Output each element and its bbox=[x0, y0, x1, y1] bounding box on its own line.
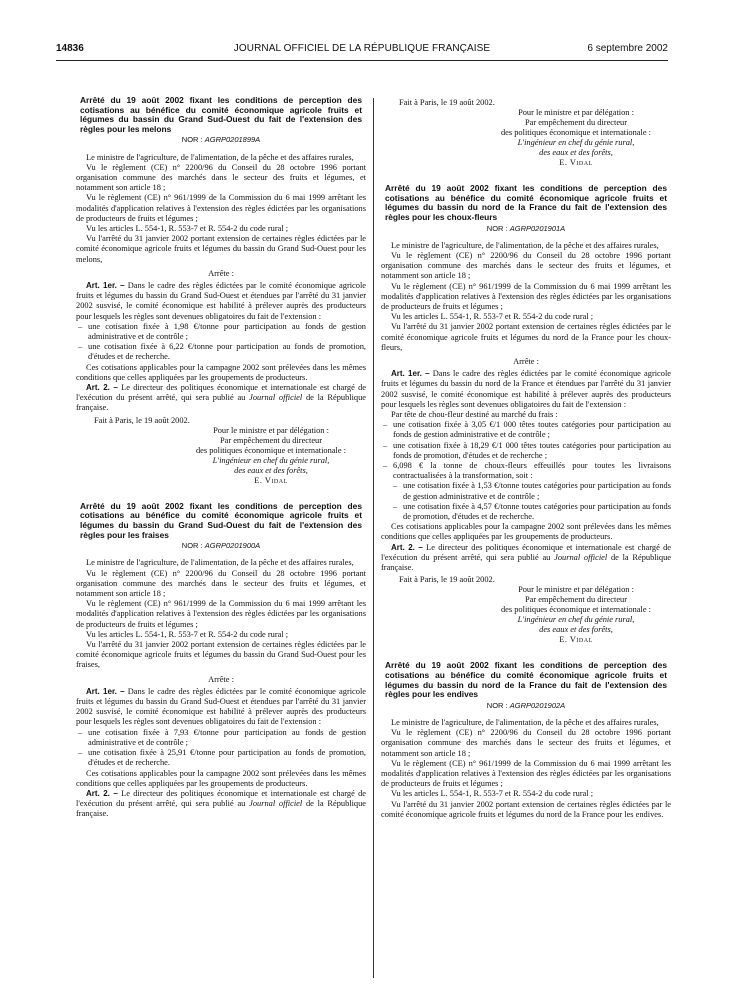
list-item-text: une cotisation fixée à 1,53 €/tonne toutes catégories pour participation au fonds de gestion administrative et de contrôle ; bbox=[403, 481, 671, 501]
visa-paragraph: Vu le règlement (CE) n° 2200/96 du Conseil du 28 octobre 1996 portant organisation commune des marchés dans le secteur des fruits et légumes, et notamment son article 18 ; bbox=[76, 568, 366, 599]
list-item: – une cotisation fixée à 3,05 €/1 000 têtes toutes catégories pour participation au fonds de gestion administrative et de contrôle ; bbox=[383, 420, 671, 440]
left-column bbox=[76, 96, 366, 820]
issue-date: 6 septembre 2002 bbox=[587, 43, 668, 54]
article-text: Le directeur des politiques économique et internationale est chargé de l'exécution du présent arrêté, qui sera publié au bbox=[76, 383, 366, 403]
arrete-heading: Arrête : bbox=[513, 357, 539, 367]
journal-title: JOURNAL OFFICIEL DE LA RÉPUBLIQUE FRANÇAISE bbox=[233, 43, 491, 54]
nor-label: NOR : bbox=[486, 700, 508, 710]
article-label: Art. 2. – bbox=[86, 383, 118, 393]
contribution-sublist bbox=[381, 481, 671, 522]
decree-title: Arrêté du 19 août 2002 fixant les conditions de perception des cotisations au bénéfice du comité économique agricole fruits et légumes du bassin du Grand Sud-Ouest du fait de l'extension des règles pour les melons bbox=[80, 95, 362, 134]
signature-block bbox=[176, 426, 366, 486]
arrete-heading: Arrête : bbox=[208, 674, 234, 684]
visa-paragraph: Vu l'arrêté du 31 janvier 2002 portant extension de certaines règles édictées par le comité économique agricole fruits et légumes du nord de la France pour les endives. bbox=[381, 799, 671, 819]
contribution-list bbox=[76, 322, 366, 363]
right-column bbox=[381, 96, 671, 820]
article-label: Art. 2. – bbox=[86, 788, 118, 798]
list-item-text: une cotisation fixée à 4,57 €/tonne toutes catégories pour participation au fonds de promotion, d'études et de recherche. bbox=[403, 501, 671, 522]
list-item-text: une cotisation fixée à 18,29 €/1 000 têtes toutes catégories pour participation au fonds de promotion, d'études et de recherche ; bbox=[393, 440, 671, 460]
visa-paragraph: Vu le règlement (CE) n° 2200/96 du Conseil du 28 octobre 1996 portant organisation commune des marchés dans le secteur des fruits et légumes, et notamment son article 18 ; bbox=[381, 250, 671, 281]
sublist-item: – une cotisation fixée à 4,57 €/tonne toutes catégories pour participation au fonds de promotion, d'études et de recherche. bbox=[393, 501, 671, 522]
visa-paragraph: Le ministre de l'agriculture, de l'alimentation, de la pêche et des affaires rurales, bbox=[391, 718, 659, 728]
visa-paragraph: Vu l'arrêté du 31 janvier 2002 portant extension de certaines règles édictées par le comité économique agricole fruits et légumes du bassin du Grand Sud-Ouest pour les melons, bbox=[76, 234, 366, 264]
visa-paragraph: Vu l'arrêté du 31 janvier 2002 portant extension de certaines règles édictées par le comité économique agricole fruits et légumes du nord de la France pour les choux-fleurs, bbox=[381, 322, 671, 352]
visa-paragraph: Vu le règlement (CE) n° 961/1999 de la Commission du 6 mai 1999 arrêtant les modalités d'application relatives à l'extension des règles édictées par les organisations de producteurs de fruits et légumes ; bbox=[381, 281, 671, 311]
visa-paragraph: Vu les articles L. 554-1, R. 553-7 et R. 554-2 du code rural ; bbox=[391, 312, 594, 322]
nor-code: AGRP0201902A bbox=[509, 700, 566, 710]
article-1 bbox=[76, 281, 366, 322]
signature-line: Par empêchement du directeur bbox=[524, 118, 628, 128]
visa-paragraph: Le ministre de l'agriculture, de l'alimentation, de la pêche et des affaires rurales, bbox=[86, 558, 354, 568]
signature-line: Pour le ministre et par délégation : bbox=[518, 108, 634, 118]
visa-paragraph: Vu les articles L. 554-1, R. 553-7 et R. 554-2 du code rural ; bbox=[86, 224, 289, 233]
nor-reference bbox=[381, 224, 671, 234]
journal-name: Journal officiel bbox=[249, 799, 303, 809]
signature-line: L'ingénieur en chef du génie rural, bbox=[212, 455, 330, 465]
list-item-text: une cotisation fixée à 25,91 €/tonne pour participation au fonds de promotion, d'études et de recherche. bbox=[88, 748, 366, 768]
signatory-name: E. Vidal bbox=[254, 475, 288, 485]
visa-paragraph: Vu le règlement (CE) n° 961/1999 de la Commission du 6 mai 1999 arrêtant les modalités d'application relatives à l'extension des règles édictées par les organisations de producteurs de fruits et légumes ; bbox=[76, 599, 366, 629]
nor-reference bbox=[381, 701, 671, 711]
visa-paragraph: Le ministre de l'agriculture, de l'alimentation, de la pêche et des affaires rurales, bbox=[86, 152, 354, 162]
signatory-name: E. Vidal bbox=[559, 635, 593, 645]
article-text: Dans le cadre des règles édictées par le comité économique agricole fruits et légumes du bassin du Grand Sud-Ouest et étendues par l'arrêté du 31 janvier 2002 susvisé, le comité économique est habilité à prélever auprès des producteurs pour lesquels les règles sont devenues obligatoires du fait de l'extension : bbox=[76, 686, 367, 727]
journal-name: Journal officiel bbox=[554, 552, 608, 562]
signature-block bbox=[481, 585, 671, 645]
list-item: – une cotisation fixée à 1,98 €/tonne pour participation au fonds de gestion administrative et de contrôle ; bbox=[78, 321, 366, 342]
signature-line: L'ingénieur en chef du génie rural, bbox=[517, 615, 635, 625]
decree-title: Arrêté du 19 août 2002 fixant les conditions de perception des cotisations au bénéfice du comité économique agricole fruits et légumes du bassin du nord de la France du fait de l'extension des règles pour les endives bbox=[385, 660, 667, 700]
arrete-heading: Arrête : bbox=[208, 268, 234, 278]
article-text: Dans le cadre des règles édictées par le comité économique agricole fruits et légumes du bassin du nord de la France et étendues par l'arrêté du 31 janvier 2002 susvisé, le comité économique est habilité à prélever auprès des producteurs pour lesquels les règles sont devenues obligatoires du fait de l'extension : bbox=[381, 369, 672, 409]
article-1 bbox=[76, 687, 366, 728]
journal-name: Journal officiel bbox=[249, 393, 303, 403]
signatory-name: E. Vidal bbox=[559, 158, 593, 168]
decree-title: Arrêté du 19 août 2002 fixant les conditions de perception des cotisations au bénéfice du comité économique agricole fruits et légumes du bassin du nord de la France du fait de l'extension des règles pour les choux-fleurs bbox=[385, 183, 667, 222]
signature-line: Par empêchement du directeur bbox=[219, 435, 323, 445]
header-rule bbox=[56, 60, 668, 61]
visa-paragraph: Vu le règlement (CE) n° 2200/96 du Conseil du 28 octobre 1996 portant organisation commune des marchés dans le secteur des fruits et légumes, et notamment son article 18 ; bbox=[76, 162, 366, 193]
nor-label: NOR : bbox=[486, 223, 508, 233]
signature-line: des politiques économique et internationale : bbox=[500, 605, 651, 615]
list-item-text: une cotisation fixée à 3,05 €/1 000 têtes toutes catégories pour participation au fonds de gestion administrative et de contrôle ; bbox=[393, 420, 671, 440]
article-text: Le directeur des politiques économique et internationale est chargé de l'exécution du présent arrêté, qui sera publié au bbox=[381, 542, 671, 562]
list-item-text: 6,098 € la tonne de choux-fleurs effeuillés pour toutes les livraisons contractualisées à la transformation, soit : bbox=[393, 461, 671, 481]
article-2 bbox=[76, 383, 366, 414]
list-item: – une cotisation fixée à 18,29 €/1 000 têtes toutes catégories pour participation au fonds de promotion, d'études et de recherche ; bbox=[383, 440, 671, 460]
nor-code: AGRP0201899A bbox=[204, 135, 261, 145]
nor-code: AGRP0201900A bbox=[204, 541, 261, 551]
signature-line: des eaux et des forêts, bbox=[539, 625, 613, 635]
list-item: – 6,098 € la tonne de choux-fleurs effeuillés pour toutes les livraisons contractualisées à la transformation, soit : bbox=[383, 461, 671, 481]
visa-paragraph: Vu le règlement (CE) n° 961/1999 de la Commission du 6 mai 1999 arrêtant les modalités d'application relatives à l'extension des règles édictées par les organisations de producteurs de fruits et légumes ; bbox=[381, 758, 671, 789]
contribution-paragraph: Ces cotisations applicables pour la campagne 2002 sont prélevées dans les mêmes conditions que celles appliquées par les groupements de producteurs. bbox=[76, 768, 366, 788]
visa-paragraph: Vu les articles L. 554-1, R. 553-7 et R. 554-2 du code rural ; bbox=[391, 789, 594, 799]
contribution-intro: Par tête de chou-fleur destiné au marché du frais : bbox=[391, 410, 558, 420]
list-item-text: une cotisation fixée à 1,98 €/tonne pour participation au fonds de gestion administrative et de contrôle ; bbox=[88, 321, 366, 342]
nor-label: NOR : bbox=[181, 541, 203, 551]
article-2 bbox=[76, 789, 366, 820]
contribution-paragraph: Ces cotisations applicables pour la campagne 2002 sont prélevées dans les mêmes conditions que celles appliquées par les groupements de producteurs. bbox=[76, 362, 366, 382]
article-1 bbox=[381, 369, 671, 410]
visa-paragraph: Vu le règlement (CE) n° 2200/96 du Conseil du 28 octobre 1996 portant organisation commune des marchés dans le secteur des fruits et légumes, et notamment son article 18 ; bbox=[381, 728, 671, 758]
nor-reference bbox=[76, 135, 366, 145]
decree-title: Arrêté du 19 août 2002 fixant les conditions de perception des cotisations au bénéfice du comité économique agricole fruits et légumes du bassin du Grand Sud-Ouest du fait de l'extension des règles pour les fraises bbox=[80, 500, 362, 540]
column-divider bbox=[373, 98, 374, 978]
visa-paragraph: Vu l'arrêté du 31 janvier 2002 portant extension de certaines règles édictées par le comité économique agricole fruits et légumes du bassin du Grand Sud-Ouest pour les fraises, bbox=[76, 640, 366, 670]
list-item-text: une cotisation fixée à 7,93 €/tonne pour participation au fonds de gestion administrative et de contrôle ; bbox=[88, 727, 366, 747]
page-number: 14836 bbox=[56, 43, 84, 54]
article-label: Art. 1er. – bbox=[86, 281, 125, 291]
signature-line: Pour le ministre et par délégation : bbox=[213, 425, 329, 435]
signature-line: des politiques économique et internationale : bbox=[195, 445, 346, 455]
page-header bbox=[56, 40, 668, 58]
article-text: Dans le cadre des règles édictées par le comité économique agricole fruits et légumes du bassin du Grand Sud-Ouest et étendues par l'arrêté du 31 janvier 2002 susvisé, le comité économique est habilité à prélever auprès des producteurs pour lesquels les règles sont devenues obligatoires du fait de l'extension : bbox=[76, 281, 367, 321]
article-text: Le directeur des politiques économique et internationale est chargé de l'exécution du présent arrêté, qui sera publié au bbox=[76, 788, 366, 809]
article-2 bbox=[381, 543, 671, 574]
article-text: de la République française. bbox=[76, 393, 366, 413]
visa-paragraph: Vu le règlement (CE) n° 961/1999 de la Commission du 6 mai 1999 arrêtant les modalités d'application relatives à l'extension des règles édictées par les organisations de producteurs de fruits et légumes ; bbox=[76, 193, 366, 223]
visa-paragraph: Le ministre de l'agriculture, de l'alimentation, de la pêche et des affaires rurales, bbox=[391, 240, 659, 250]
list-item: – une cotisation fixée à 6,22 €/tonne pour participation au fonds de promotion, d'études et de recherche. bbox=[78, 342, 366, 362]
sublist-item: – une cotisation fixée à 1,53 €/tonne toutes catégories pour participation au fonds de gestion administrative et de contrôle ; bbox=[393, 481, 671, 501]
contribution-list bbox=[381, 420, 671, 481]
signed-place-date: Fait à Paris, le 19 août 2002. bbox=[399, 98, 495, 107]
signature-line: Par empêchement du directeur bbox=[524, 595, 628, 605]
article-label: Art. 1er. – bbox=[86, 686, 125, 696]
signature-line: Pour le ministre et par délégation : bbox=[518, 585, 634, 595]
list-item: – une cotisation fixée à 25,91 €/tonne pour participation au fonds de promotion, d'études et de recherche. bbox=[78, 748, 366, 768]
contribution-list bbox=[76, 728, 366, 769]
visa-paragraph: Vu les articles L. 554-1, R. 553-7 et R. 554-2 du code rural ; bbox=[86, 629, 289, 639]
signed-place-date: Fait à Paris, le 19 août 2002. bbox=[94, 415, 190, 425]
signed-place-date: Fait à Paris, le 19 août 2002. bbox=[399, 575, 495, 585]
signature-block bbox=[481, 108, 671, 168]
nor-label: NOR : bbox=[181, 135, 203, 145]
signature-line: des eaux et des forêts, bbox=[539, 148, 613, 158]
nor-code: AGRP0201901A bbox=[509, 223, 566, 233]
contribution-paragraph: Ces cotisations applicables pour la campagne 2002 sont prélevées dans les mêmes conditions que celles appliquées par les groupements de producteurs. bbox=[381, 522, 671, 542]
nor-reference bbox=[76, 541, 366, 551]
signature-line: des politiques économique et internationale : bbox=[500, 128, 651, 138]
article-label: Art. 1er. – bbox=[391, 369, 430, 379]
signature-line: L'ingénieur en chef du génie rural, bbox=[517, 138, 635, 148]
article-text: de la République française. bbox=[381, 552, 671, 573]
article-text: de la République française. bbox=[76, 799, 366, 819]
list-item-text: une cotisation fixée à 6,22 €/tonne pour participation au fonds de promotion, d'études et de recherche. bbox=[88, 342, 366, 362]
article-label: Art. 2. – bbox=[391, 542, 423, 552]
list-item: – une cotisation fixée à 7,93 €/tonne pour participation au fonds de gestion administrative et de contrôle ; bbox=[78, 727, 366, 747]
signature-line: des eaux et des forêts, bbox=[234, 465, 308, 475]
